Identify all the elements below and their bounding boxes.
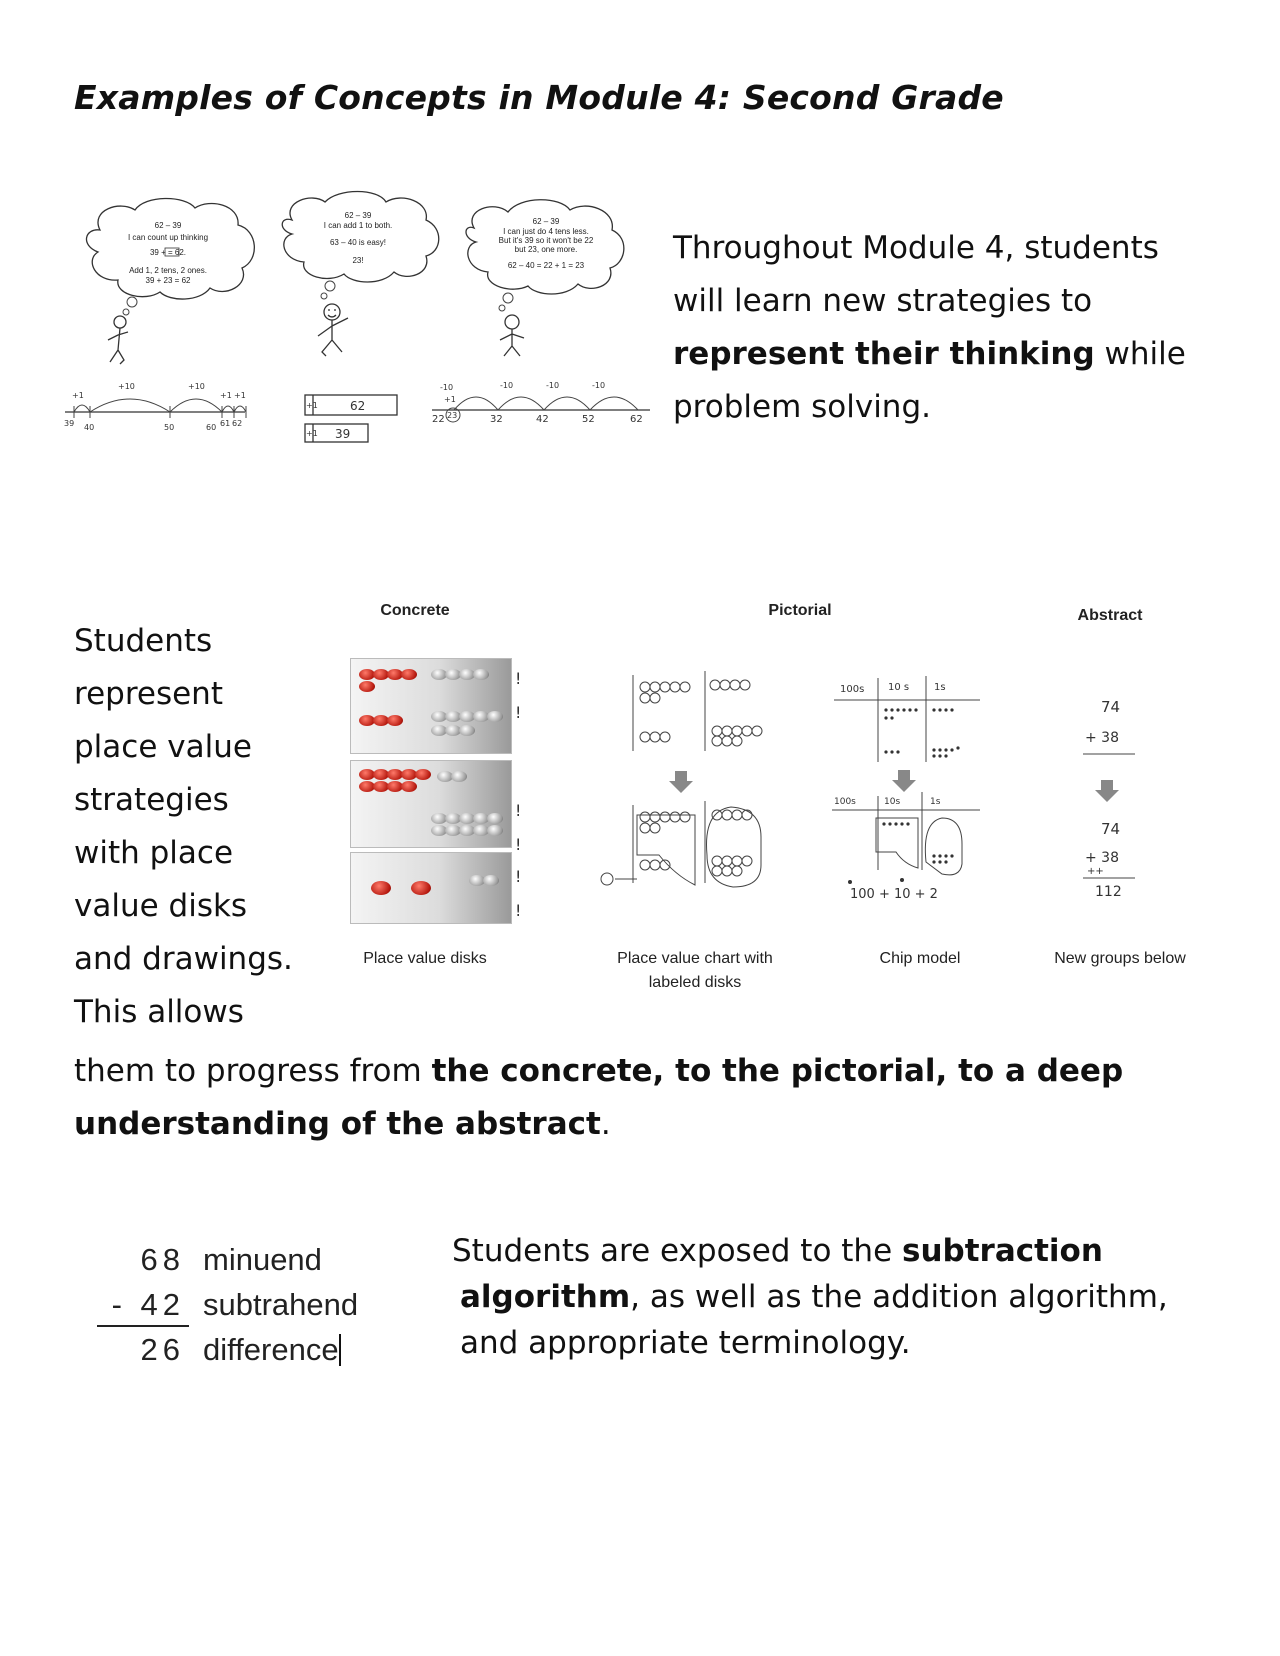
algorithm-paragraph (452, 1228, 1192, 1366)
nl1-jump-3: +10 (188, 382, 205, 391)
nl1-tick-1: 39 (64, 419, 75, 428)
nl1-jump-1: +1 (72, 391, 84, 400)
caption-chip-model: Chip model (879, 950, 961, 967)
intro-bold: represent their thinking (673, 336, 1095, 372)
nl1-tick-3: 50 (164, 423, 175, 432)
difference-value: 26 (140, 1331, 185, 1367)
cpa-line-1: Students (74, 623, 213, 659)
subtrahend-value: - 42 (111, 1286, 185, 1322)
abstract-add-1: + 38 (1085, 730, 1119, 746)
bubble-2-line-4: 23! (352, 256, 364, 265)
nl1-tick-5: 61 (220, 419, 231, 428)
nl3-jump-4: -10 (592, 381, 606, 390)
cpa-paragraph-start (74, 615, 304, 1039)
caption-chart-line-2: labeled disks (648, 974, 742, 991)
number-line-count-up (64, 382, 246, 432)
bubble-3-line-2: I can just do 4 tens less. (503, 227, 589, 236)
bubble-3-line-3: But it's 39 so it won't be 22 (498, 236, 594, 245)
svg-text:10s: 10s (884, 797, 901, 807)
header-pictorial: Pictorial (768, 602, 832, 619)
cpa-line-6: value disks (74, 888, 248, 924)
text-cursor (339, 1334, 341, 1366)
svg-text:100s: 100s (834, 797, 856, 807)
nl1-tick-2: 40 (84, 423, 95, 432)
header-concrete: Concrete (380, 602, 450, 619)
algo-bold-2: algorithm (460, 1279, 631, 1315)
disk-photo-1 (350, 658, 512, 754)
chip-sum: 100 + 10 + 2 (850, 887, 938, 902)
number-line-count-back (432, 381, 650, 425)
sub-row-subtrahend (97, 1282, 358, 1327)
chip-header-ones: 1s (934, 682, 946, 693)
tape-diagram (305, 395, 397, 442)
bubble-3-line-1: 62 – 39 (532, 217, 560, 226)
svg-text:!: ! (515, 835, 522, 854)
nl3-jump-3: -10 (546, 381, 560, 390)
nl3-tick-3: 32 (490, 414, 503, 425)
bubble-2-line-1: 62 – 39 (344, 211, 372, 220)
sub-row-minuend (97, 1237, 358, 1282)
cpa-line-3: place value (74, 729, 252, 765)
cpa-line-5: with place (74, 835, 234, 871)
minuend-value: 68 (140, 1241, 185, 1277)
abstract-add-2: + 38 (1085, 850, 1119, 866)
cont-text-1: them to progress from (74, 1053, 432, 1089)
abstract-result: 112 (1095, 884, 1122, 900)
cont-bold: the concrete, to the pictorial, to a deep understanding of the abstract (74, 1053, 1124, 1142)
difference-label: difference (203, 1331, 339, 1367)
concrete-marks (512, 670, 526, 920)
nl1-jump-2: +10 (118, 382, 135, 391)
bubble-1-line-2: I can count up thinking (127, 233, 209, 242)
intro-text-2: while problem solving. (673, 336, 1186, 425)
algo-text-2: , as well as the addition algorithm, (630, 1279, 1168, 1315)
tape-bottom-value: 39 (335, 427, 351, 441)
page-title: Examples of Concepts in Module 4: Second Grade (74, 78, 1004, 117)
thought-bubble-3 (466, 200, 624, 356)
chip-header-hundreds: 100s (840, 684, 865, 695)
svg-text:!: ! (515, 703, 522, 722)
svg-text:!: ! (515, 801, 522, 820)
nl3-tick-6: 62 (630, 414, 643, 425)
caption-place-value-disks: Place value disks (363, 950, 487, 967)
sub-row-difference (97, 1327, 358, 1372)
cpa-line-7: and drawings. (74, 941, 293, 977)
algo-text-1: Students are exposed to the (452, 1233, 902, 1269)
bubble-2-line-3: 63 – 40 is easy! (329, 238, 387, 247)
subtraction-rule (97, 1325, 189, 1327)
bubble-2-line-2: I can add 1 to both. (323, 221, 393, 230)
cpa-line-8: This allows (74, 994, 244, 1030)
bubble-3-line-5: 62 – 40 = 22 + 1 = 23 (507, 261, 585, 270)
nl3-jump-2: -10 (500, 381, 514, 390)
caption-place-value-chart (595, 950, 795, 992)
abstract-top-1: 74 (1101, 698, 1121, 716)
cpa-paragraph-end (74, 1045, 1204, 1151)
thinking-strategies-figure (60, 190, 660, 470)
tape-mark-bottom: +1 (306, 429, 318, 438)
bubble-1-line-3: 39 + = 62. (149, 248, 187, 257)
algo-text-3: and appropriate terminology. (460, 1325, 911, 1361)
subtraction-example (97, 1237, 358, 1372)
nl3-tick-5: 52 (582, 414, 595, 425)
caption-chart-line-1: Place value chart with (617, 950, 773, 967)
nl3-tick-4: 42 (536, 414, 549, 425)
place-value-chart-drawing (595, 665, 770, 895)
svg-text:!: ! (515, 867, 522, 886)
header-abstract: Abstract (1077, 607, 1143, 624)
disk-photo-2 (350, 760, 512, 848)
nl1-jump-4: +1 (220, 391, 232, 400)
nl3-jump-1: -10 (440, 383, 454, 392)
svg-text:!: ! (515, 670, 522, 688)
abstract-algorithm-drawing (1065, 690, 1145, 905)
abstract-carry: ++ (1087, 866, 1104, 877)
cont-text-2: . (600, 1106, 611, 1142)
thought-bubble-1 (86, 198, 254, 364)
svg-text:!: ! (515, 901, 522, 920)
abstract-top-2: 74 (1101, 820, 1121, 838)
nl1-tick-6: 62 (232, 419, 243, 428)
bubble-1-line-4: Add 1, 2 tens, 2 ones. (129, 266, 207, 275)
bubble-1-line-1: 62 – 39 (154, 221, 182, 230)
nl3-circle-label: +1 (444, 395, 456, 404)
svg-text:1s: 1s (930, 797, 941, 807)
caption-new-groups: New groups below (1054, 950, 1186, 967)
nl3-tick-2: 23 (447, 411, 458, 420)
cpa-line-4: strategies (74, 782, 229, 818)
intro-paragraph (673, 222, 1193, 434)
thought-bubble-2 (282, 192, 439, 357)
intro-text-1: Throughout Module 4, students will learn new strategies to (673, 230, 1159, 319)
tape-mark-top: +1 (306, 401, 318, 410)
tape-top-value: 62 (350, 399, 366, 413)
subtrahend-label: subtrahend (203, 1286, 359, 1322)
nl1-tick-4: 60 (206, 423, 217, 432)
algo-bold-1: subtraction (902, 1233, 1103, 1269)
chip-model-drawing (830, 672, 990, 907)
minuend-label: minuend (203, 1241, 322, 1277)
nl3-tick-1: 22 (432, 414, 445, 425)
bubble-1-line-5: 39 + 23 = 62 (145, 276, 191, 285)
chip-header-tens: 10 s (888, 682, 910, 693)
disk-photo-3 (350, 852, 512, 924)
cpa-line-2: represent (74, 676, 223, 712)
bubble-3-line-4: but 23, one more. (514, 245, 578, 254)
nl1-jump-5: +1 (234, 391, 246, 400)
